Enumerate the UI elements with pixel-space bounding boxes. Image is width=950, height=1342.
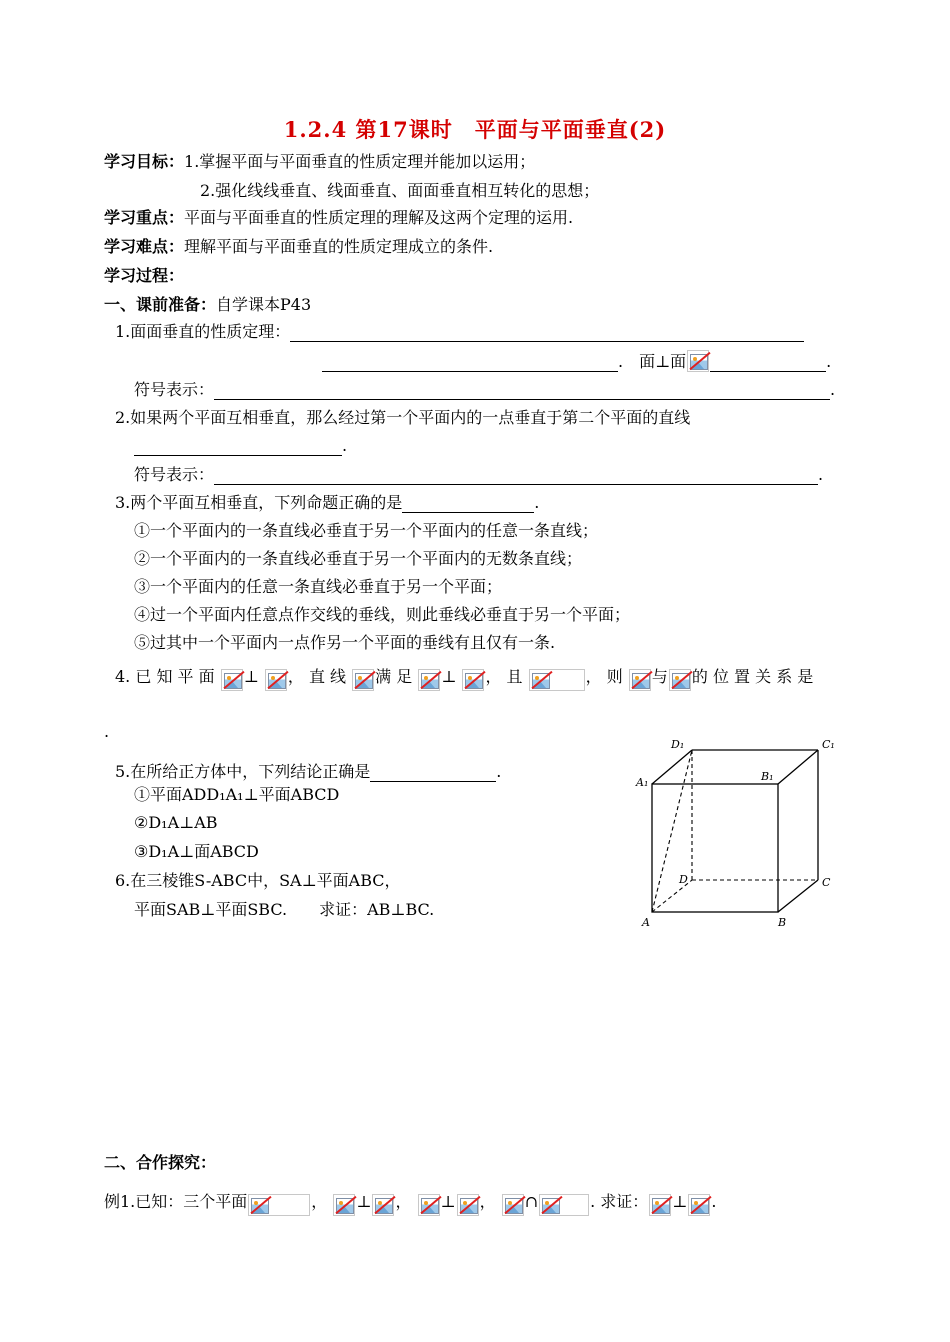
question-4	[115, 663, 813, 691]
example-1-text: 例1.已知：三个平面	[104, 1192, 248, 1211]
period: .	[830, 380, 836, 399]
answer-blank[interactable]	[214, 468, 818, 485]
label-d1: D₁	[671, 738, 685, 751]
symbol-label: 符号表示：	[134, 465, 215, 484]
question-4-part-e: ， 则	[585, 667, 623, 686]
line-a-icon	[629, 669, 651, 691]
period: .	[711, 1192, 717, 1211]
edge-c-b	[778, 880, 818, 912]
question-5	[115, 762, 501, 782]
math-image-icon	[687, 350, 709, 372]
plane-gamma-icon	[688, 1194, 710, 1216]
learning-goals	[104, 152, 535, 172]
example-1-proof: . 求证：	[590, 1192, 649, 1211]
difficulty-label: 学习难点：	[104, 237, 185, 256]
answer-blank[interactable]	[710, 355, 826, 372]
label-a1: A₁	[636, 776, 649, 789]
process-label: 学习过程：	[104, 266, 185, 285]
line-a-icon	[352, 669, 374, 691]
question-3	[115, 493, 539, 513]
section-1-text: 自学课本P43	[216, 295, 312, 314]
question-3-option-5: ⑤过其中一个平面内一点作另一个平面的垂线有且仅有一条.	[134, 633, 556, 652]
question-6-line-2: 平面SAB⊥平面SBC. 求证：AB⊥BC.	[134, 900, 435, 919]
question-5-option-2: ②D₁A⊥AB	[134, 813, 218, 832]
question-3-option-3: ③一个平面内的任意一条直线必垂直于另一个平面；	[134, 577, 503, 596]
question-3-option-4: ④过一个平面内任意点作交线的垂线，则此垂线必垂直于另一个平面；	[134, 605, 631, 624]
question-6: 6.在三棱锥S-ABC中，SA⊥平面ABC，	[115, 871, 401, 890]
question-5-option-3: ③D₁A⊥面ABCD	[134, 842, 259, 861]
plane-gamma-icon	[372, 1194, 394, 1216]
cube-diagram	[628, 736, 850, 932]
difficulty-text: 理解平面与平面垂直的性质定理成立的条件.	[184, 237, 494, 256]
goals-label: 学习目标：	[104, 152, 185, 171]
goal-2: 2.强化线线垂直、线面垂直、面面垂直相互转化的思想；	[200, 181, 600, 200]
question-1-mid: . 面⊥面	[618, 352, 687, 371]
plane-beta-icon	[418, 1194, 440, 1216]
label-c: C	[822, 876, 831, 889]
line-l-icon	[649, 1194, 671, 1216]
edge-c1-b1	[778, 750, 818, 784]
period: .	[496, 762, 502, 781]
learning-focus	[104, 208, 573, 228]
question-1	[115, 322, 804, 342]
question-2-symbol	[134, 465, 823, 485]
perp-symbol: ⊥	[672, 1192, 688, 1211]
label-b1: B₁	[761, 770, 774, 783]
label-c1: C₁	[822, 738, 835, 751]
answer-blank[interactable]	[290, 325, 804, 342]
question-4-part-d: ， 且	[485, 667, 523, 686]
example-1	[104, 1188, 716, 1216]
focus-text: 平面与平面垂直的性质定理的理解及这两个定理的运用.	[184, 208, 574, 227]
plane-gamma-icon	[457, 1194, 479, 1216]
answer-blank[interactable]	[370, 765, 496, 782]
plane-beta-icon	[265, 669, 287, 691]
question-1-text: 1.面面垂直的性质定理：	[115, 322, 291, 341]
period: .	[342, 436, 348, 455]
answer-blank[interactable]	[134, 439, 342, 456]
focus-label: 学习重点：	[104, 208, 185, 227]
plane-alpha-icon	[221, 669, 243, 691]
section-1-heading	[104, 295, 311, 315]
question-4-part-a: 4. 已 知 平 面	[115, 667, 215, 686]
perp-symbol: ⊥	[441, 667, 457, 686]
label-d: D	[679, 873, 688, 886]
plane-alpha-icon	[669, 669, 691, 691]
question-3-option-1: ①一个平面内的一条直线必垂直于另一个平面内的任意一条直线；	[134, 521, 599, 540]
question-3-option-2: ②一个平面内的一条直线必垂直于另一个平面内的无数条直线；	[134, 549, 583, 568]
goal-1: 1.掌握平面与平面垂直的性质定理并能加以运用；	[184, 152, 536, 171]
section-1-label: 一、课前准备：	[104, 295, 217, 314]
perp-symbol: ⊥	[356, 1192, 372, 1211]
cap-symbol: ∩	[524, 1192, 539, 1211]
plane-beta-icon	[462, 669, 484, 691]
line-a-icon	[418, 669, 440, 691]
question-5-text: 5.在所给正方体中，下列结论正确是	[115, 762, 371, 781]
question-5-option-1: ①平面ADD₁A₁⊥平面ABCD	[134, 785, 340, 804]
question-4-part-b: ， 直 线	[287, 667, 347, 686]
plane-alpha-icon	[502, 1194, 524, 1216]
diagonal-d1-a	[652, 750, 692, 912]
question-2-line-2	[134, 436, 347, 456]
plane-alpha-icon	[333, 1194, 355, 1216]
question-1-symbol	[134, 380, 835, 400]
comma: ，	[479, 1192, 496, 1211]
symbol-label: 符号表示：	[134, 380, 215, 399]
question-1-line-2	[322, 350, 831, 372]
learning-difficulty	[104, 237, 493, 257]
perp-symbol: ⊥	[243, 667, 259, 686]
question-4-part-f: 与	[651, 667, 668, 686]
comma: ，	[311, 1192, 328, 1211]
answer-blank[interactable]	[402, 496, 534, 513]
label-b: B	[778, 916, 787, 929]
question-4-part-g: 的 位 置 关 系 是	[691, 667, 814, 686]
page-title: 1.2.4 第17课时 平面与平面垂直(2)	[283, 117, 667, 142]
section-2-label: 二、合作探究：	[104, 1153, 217, 1172]
line-l-icon	[539, 1194, 589, 1216]
period: .	[534, 493, 540, 512]
perp-symbol: ⊥	[440, 1192, 456, 1211]
edge-a1-d1	[652, 750, 692, 784]
cube-front-face	[652, 784, 778, 912]
three-planes-icon	[248, 1194, 310, 1216]
period: .	[826, 352, 832, 371]
condition-image-icon	[529, 669, 585, 691]
comma: ，	[395, 1192, 412, 1211]
question-3-text: 3.两个平面互相垂直，下列命题正确的是	[115, 493, 403, 512]
period: .	[818, 465, 824, 484]
period: .	[104, 722, 110, 741]
answer-blank[interactable]	[214, 383, 830, 400]
label-a: A	[642, 916, 650, 929]
answer-blank[interactable]	[322, 355, 618, 372]
question-2: 2.如果两个平面互相垂直，那么经过第一个平面内的一点垂直于第二个平面的直线	[115, 408, 691, 427]
question-4-part-c: 满 足	[375, 667, 413, 686]
